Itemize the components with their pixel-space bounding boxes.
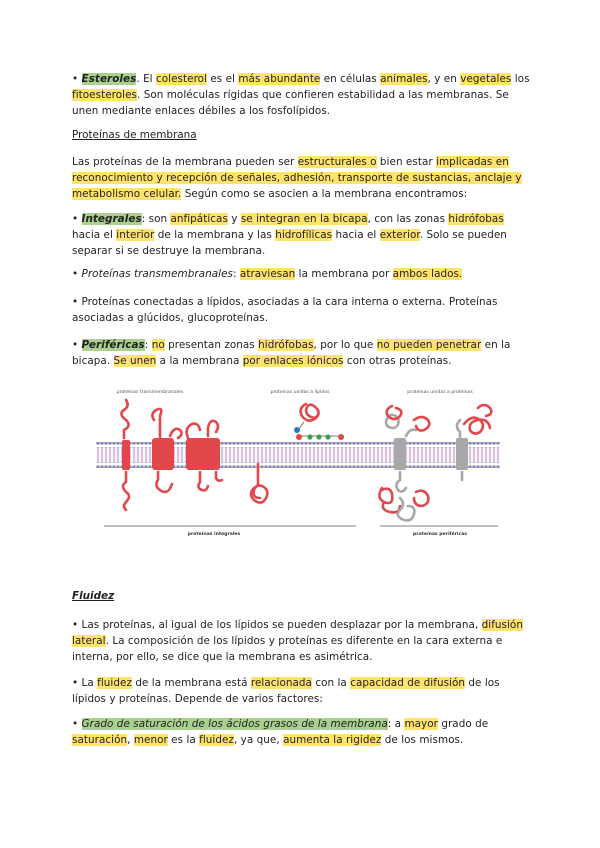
term-peripheral: Periféricas — [81, 339, 145, 351]
text: y — [227, 213, 241, 225]
peripheral-grey-protein-right — [456, 420, 468, 480]
section-heading-proteins: Proteínas de membrana — [72, 129, 197, 141]
highlight: difusión lateral — [72, 619, 523, 648]
text: hacia el — [72, 229, 117, 242]
highlight: mayor — [404, 718, 438, 730]
text: • La — [72, 677, 98, 689]
label-transmembrane: proteínas transmembranales — [116, 390, 184, 395]
text: los — [511, 73, 530, 85]
text: grado de — [437, 718, 489, 730]
highlight: implicadas en reconocimiento y recepción de señales, adhesión, transporte de sustancias, anclaje y metabolismo celular. — [72, 156, 522, 201]
text: . La composición de los lípidos y proteínas es diferente en la cara externa e interna, por ello, se dice que la membrana es asimétrica. — [72, 635, 503, 664]
highlight: atraviesan — [239, 268, 296, 280]
text: : son — [141, 213, 171, 225]
highlight: se integran en la bicapa — [240, 213, 368, 225]
highlight: colesterol — [155, 73, 208, 85]
text: . El — [136, 73, 156, 85]
text: es el — [207, 73, 239, 85]
paragraph-lateral-diffusion — [72, 617, 532, 666]
text: , con las zonas — [367, 213, 449, 225]
highlight: fluidez — [97, 677, 132, 689]
text: : — [233, 268, 240, 280]
text: , — [127, 734, 134, 747]
highlight: capacidad de difusión — [350, 677, 466, 689]
text: en la bicapa. — [72, 339, 511, 368]
anchored-protein-inner — [251, 464, 267, 503]
text: • — [72, 718, 82, 730]
highlight: exterior — [379, 229, 420, 242]
section-heading-fluidity: Fluidez — [72, 590, 115, 602]
paragraph-transmembrane — [72, 266, 532, 282]
paragraph-integral — [72, 211, 532, 260]
transmembrane-protein-multi-large — [186, 421, 222, 491]
text: presentan zonas — [164, 339, 259, 351]
peripheral-protein-top-right — [464, 405, 491, 434]
highlight: más abundante — [238, 73, 321, 85]
term-transmembrane: Proteínas transmembranales — [81, 268, 233, 280]
label-lipid-bound: proteínas unidas a lípidos — [270, 390, 330, 395]
highlight: anfipáticas — [170, 213, 228, 225]
text: Según como se asocien a la membrana encontramos: — [181, 188, 468, 201]
paragraph-fluidity-factors — [72, 675, 532, 707]
text: , y en — [427, 73, 461, 85]
text: • Proteínas conectadas a lípidos, asociadas a la cara interna o externa. Proteínas asociadas a glúcidos, glucoproteínas. — [72, 296, 498, 325]
highlight: interior — [116, 229, 155, 242]
bullet: • — [72, 73, 82, 85]
text: : a — [387, 718, 405, 730]
bullet: • — [72, 339, 82, 351]
highlight: por enlaces iónicos — [242, 355, 344, 368]
text: . Solo se pueden separar si se destruye la membrana. — [72, 229, 507, 258]
highlight: hidrófobas — [448, 213, 504, 225]
highlight: no pueden penetrar — [376, 339, 482, 351]
highlight: vegetales — [460, 73, 512, 85]
highlight: relacionada — [250, 677, 312, 689]
paragraph-lipid-glucid-proteins — [72, 294, 532, 326]
paragraph-saturation — [72, 716, 532, 748]
text: , ya que, — [233, 734, 284, 747]
highlight: menor — [133, 734, 168, 747]
term-sterols: Esteroles — [81, 73, 137, 85]
text: . Son moléculas rígidas que confieren estabilidad a las membranas. Se unen mediante enlaces débiles a los fosfolípidos. — [72, 89, 509, 118]
lipid-anchored-protein — [294, 404, 344, 440]
text: : — [144, 339, 152, 351]
term-integral: Integrales — [81, 213, 142, 225]
text: con otras proteínas. — [343, 355, 452, 368]
paragraph-protein-functions — [72, 154, 532, 203]
text: con la — [311, 677, 351, 689]
caption-peripheral: proteínas periféricas — [412, 532, 468, 537]
paragraph-sterols — [72, 71, 532, 120]
paragraph-peripheral — [72, 337, 532, 369]
highlight: no — [151, 339, 165, 351]
text: • Las proteínas, al igual de los lípidos se pueden desplazar por la membrana, — [72, 619, 482, 631]
text: de la membrana está — [131, 677, 251, 689]
text: de los mismos. — [381, 734, 464, 747]
peripheral-grey-protein-bottom — [398, 498, 415, 520]
text: bien estar — [376, 156, 437, 168]
text: de la membrana y las — [154, 229, 276, 242]
caption-integral: proteínas integrales — [187, 532, 241, 537]
text: , por lo que — [313, 339, 377, 351]
text: a la membrana — [156, 355, 243, 368]
text: hacia el — [332, 229, 380, 242]
label-protein-bound: proteínas unidas a proteínas — [407, 390, 473, 395]
membrane-proteins-figure — [96, 380, 500, 550]
term-saturation: Grado de saturación de los ácidos grasos de la membrana — [81, 718, 388, 730]
transmembrane-protein-single — [121, 400, 130, 510]
text: la membrana por — [295, 268, 393, 280]
text: Las proteínas de la membrana pueden ser — [72, 156, 298, 168]
text: en células — [320, 73, 381, 85]
highlight: Se unen — [113, 355, 157, 368]
highlight: ambos lados. — [392, 268, 463, 280]
bullet: • — [72, 268, 82, 280]
highlight: saturación — [72, 734, 128, 747]
highlight: hidrófobas — [258, 339, 314, 351]
text: de los lípidos y proteínas. Depende de varios factores: — [72, 677, 500, 706]
bullet: • — [72, 213, 82, 225]
highlight: animales — [380, 73, 428, 85]
highlight: estructurales o — [297, 156, 377, 168]
highlight: fitoesteroles — [72, 89, 137, 102]
highlight: fluidez — [199, 734, 234, 747]
text: es la — [167, 734, 200, 747]
highlight: hidrofílicas — [275, 229, 333, 242]
highlight: aumenta la rigidez — [283, 734, 382, 747]
